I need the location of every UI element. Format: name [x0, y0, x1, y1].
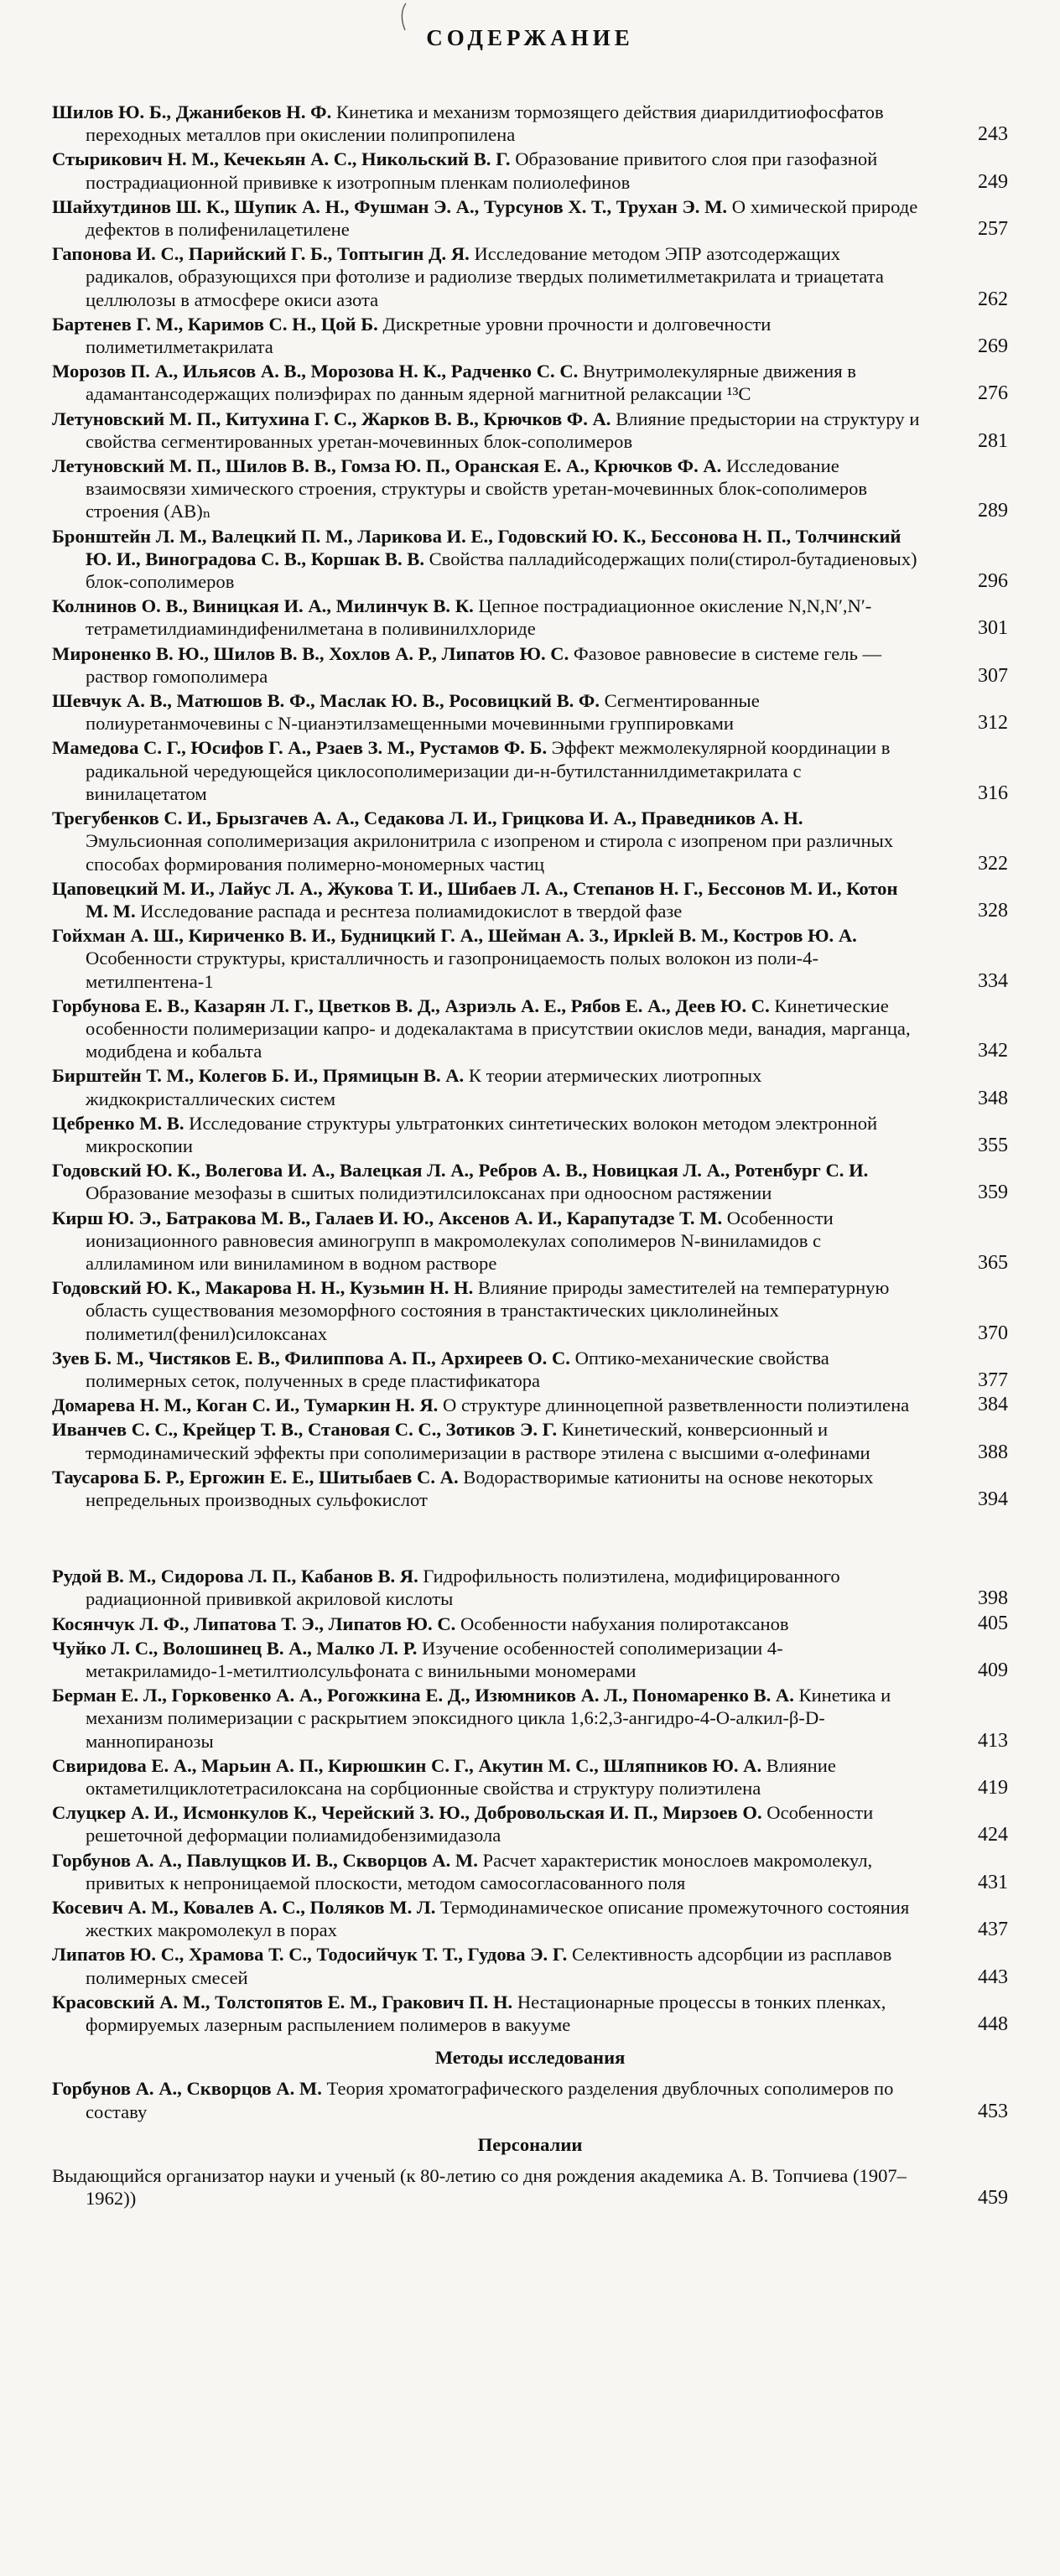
toc-entry-page-number: 453: [978, 2100, 1008, 2122]
toc-entry-title: Нестационарные процессы в тонких пленках, формируемых лазерным распылением полимеров в вакууме: [86, 1991, 886, 2036]
toc-entry-title: Образование привитого слоя при газофазной пострадиационной прививке к изотропным пленкам полиолефинов: [86, 148, 878, 193]
toc-entry-authors: Иванчев С. С., Крейцер Т. В., Становая С. С., Зотиков Э. Г.: [52, 1419, 558, 1441]
toc-entry-page-number: 443: [978, 1966, 1008, 1988]
toc-entry-page-number: 328: [978, 899, 1008, 922]
toc-entry-page-number: 307: [978, 664, 1008, 687]
toc-entry-title: Цепное пострадиационное окисление N,N,N′,N′-тетраметилдиаминдифенилметана в поливинилхлориде: [86, 595, 872, 640]
methods-entries: [52, 2077, 1008, 2122]
toc-entry: [52, 595, 1008, 640]
toc-entry-title: Эффект межмолекулярной координации в радикальной чередующейся циклосополимеризации ди-н-бутилстаннилдиметакрилата с винилацетатом: [86, 737, 891, 804]
toc-entry-authors: Бартенев Г. М., Каримов С. Н., Цой Б.: [52, 313, 378, 335]
toc-entry-authors: Свиридова Е. А., Марьин А. П., Кирюшкин С. Г., Акутин М. С., Шляпников Ю. А.: [52, 1754, 762, 1776]
toc-entry-text: [52, 195, 1008, 241]
toc-entry-title: Расчет характеристик монослоев макромолекул, привитых к непроницаемой плоскости, методом самосогласованного поля: [86, 1849, 873, 1893]
toc-entry-text: [52, 408, 1008, 453]
toc-entry-title: Водорастворимые катиониты на основе некоторых непредельных производных сульфокислот: [86, 1466, 874, 1510]
toc-entry-authors: Слуцкер А. И., Исмонкулов К., Черейский З. Ю., Добровольская И. П., Мирзоев О.: [52, 1802, 762, 1824]
toc-entry-title: Селективность адсорбции из расплавов полимерных смесей: [86, 1944, 892, 1988]
toc-entry-authors: Мамедова С. Г., Юсифов Г. А., Рзаев З. М., Рустамов Ф. Б.: [52, 737, 548, 759]
toc-entry-text: [52, 2077, 1008, 2122]
toc-entry: [52, 408, 1008, 453]
toc-entry: [52, 242, 1008, 311]
toc-entry-text: [52, 1418, 1008, 1463]
toc-entry: [52, 1943, 1008, 1988]
toc-entry-text: [52, 1466, 1008, 1511]
toc-entry-authors: Цаповецкий М. И., Лайус Л. А., Жукова Т. И., Шибаев Л. А., Степанов Н. Г., Бессонов М. И., Котон М. М.: [52, 877, 898, 922]
toc-entry-page-number: 405: [978, 1612, 1008, 1634]
toc-entry-text: [52, 642, 1008, 688]
toc-entry-authors: Морозов П. А., Ильясов А. В., Морозова Н. К., Радченко С. С.: [52, 361, 579, 382]
toc-entry-authors: Горбунов А. А., Скворцов А. М.: [52, 2078, 322, 2100]
toc-entry-title: Кинетика и механизм тормозящего действия диарилдитиофосфатов переходных металлов при окислении полипропилена: [86, 101, 884, 146]
toc-entry: [52, 2077, 1008, 2122]
toc-entry-title: Особенности структуры, кристалличность и газопроницаемость полых волокон из поли-4-метилпентена-1: [86, 948, 818, 992]
toc-entry-title: Исследование распада и реснтеза полиамидокислот в твердой фазе: [135, 900, 683, 922]
toc-entry-text: [52, 1637, 1008, 1682]
toc-entry-text: [52, 995, 1008, 1063]
toc-entry-title: Исследование взаимосвязи химического строения, структуры и свойств уретан-мочевинных блок-сополимеров строения (AB)ₙ: [86, 455, 868, 522]
main-entries-continued: [52, 1565, 1008, 2036]
toc-entry-title: Дискретные уровни прочности и долговечности полиметилметакрилата: [86, 313, 772, 358]
toc-entry-text: [52, 1991, 1008, 2036]
toc-entry-page-number: 257: [978, 218, 1008, 241]
toc-entry-text: [52, 736, 1008, 805]
toc-entry-text: [52, 101, 1008, 146]
toc-entry-page-number: 365: [978, 1251, 1008, 1274]
toc-entry-authors: Рудой В. М., Сидорова Л. П., Кабанов В. Я.: [52, 1566, 418, 1587]
toc-entry-page-number: 276: [978, 382, 1008, 405]
toc-entry-text: [52, 242, 1008, 311]
section-gap: [52, 1513, 1008, 1565]
toc-entry: [52, 360, 1008, 405]
toc-entry-authors: Бирштейн Т. М., Колегов Б. И., Прямицын В. А.: [52, 1065, 465, 1087]
toc-entry-page-number: 394: [978, 1488, 1008, 1510]
toc-entry-title: Свойства палладийсодержащих поли(стирол-бутадиеновых) блок-сополимеров: [86, 548, 917, 593]
toc-entry-text: [52, 1801, 1008, 1846]
toc-entry-authors: Летуновский М. П., Китухина Г. С., Жарков В. В., Крючков Ф. А.: [52, 408, 611, 429]
toc-entry: [52, 1276, 1008, 1345]
toc-entry-page-number: 413: [978, 1729, 1008, 1752]
toc-entry-text: [52, 360, 1008, 405]
toc-entry-authors: Летуновский М. П., Шилов В. В., Гомза Ю. П., Оранская Е. А., Крючков Ф. А.: [52, 455, 722, 477]
toc-entry-page-number: 348: [978, 1087, 1008, 1109]
toc-entry: [52, 454, 1008, 523]
toc-entry: [52, 1684, 1008, 1753]
toc-entry-text: [52, 924, 1008, 993]
toc-entry-title: Влияние природы заместителей на температурную область существования мезоморфного состояния в транстактических циклолинейных полиметил(фенил)силоксанах: [86, 1277, 890, 1344]
toc-entry-title: Термодинамическое описание промежуточного состояния жестких макромолекул в порах: [86, 1897, 910, 1941]
personalia-entries: [52, 2164, 1008, 2210]
toc-entry: [52, 1159, 1008, 1204]
toc-entry-page-number: 370: [978, 1322, 1008, 1344]
toc-entry-text: [52, 1207, 1008, 1275]
toc-entry-page-number: 262: [978, 288, 1008, 310]
toc-entry-page-number: 419: [978, 1777, 1008, 1800]
toc-entry-title: Изучение особенностей сополимеризации 4-метакриламидо-1-метилтиолсульфоната с винильными мономерами: [86, 1637, 783, 1681]
table-of-contents: [52, 101, 1008, 2211]
toc-entry: [52, 1613, 1008, 1635]
toc-entry-authors: Шевчук А. В., Матюшов В. Ф., Маслак Ю. В., Росовицкий В. Ф.: [52, 690, 600, 712]
toc-entry-authors: Чуйко Л. С., Волошинец В. А., Малко Л. Р.: [52, 1637, 418, 1659]
toc-entry-title: Внутримолекулярные движения в адамантансодержащих полиэфирах по данным ядерной магнитной релаксации ¹³C: [86, 361, 856, 405]
toc-entry: [52, 1418, 1008, 1463]
toc-entry-text: [52, 1684, 1008, 1753]
toc-entry-text: [52, 1347, 1008, 1392]
toc-entry: [52, 924, 1008, 993]
toc-entry: [52, 1801, 1008, 1846]
toc-entry: [52, 1637, 1008, 1682]
toc-entry-page-number: 322: [978, 852, 1008, 875]
toc-entry: [52, 736, 1008, 805]
toc-entry-authors: Гапонова И. С., Парийский Г. Б., Топтыгин Д. Я.: [52, 243, 470, 265]
toc-entry-page-number: 448: [978, 2013, 1008, 2036]
toc-entry-text: [52, 1754, 1008, 1800]
toc-entry-authors: Косевич А. М., Ковалев А. С., Поляков М. Л.: [52, 1897, 436, 1919]
toc-entry-text: [52, 595, 1008, 640]
toc-entry-page-number: 296: [978, 570, 1008, 593]
toc-entry-authors: Цебренко М. В.: [52, 1112, 184, 1134]
toc-entry-authors: Берман Е. Л., Горковенко А. А., Рогожкина Е. Д., Изюмников А. Л., Пономаренко В. А.: [52, 1685, 794, 1706]
toc-entry-text: [52, 1064, 1008, 1109]
toc-entry: [52, 525, 1008, 594]
toc-entry-authors: Трегубенков С. И., Брызгачев А. А., Седакова Л. И., Грицкова И. А., Праведников А. Н.: [52, 808, 803, 829]
toc-entry-authors: Годовский Ю. К., Макарова Н. Н., Кузьмин Н. Н.: [52, 1277, 474, 1299]
toc-entry: [52, 877, 1008, 922]
toc-entry-text: [52, 1896, 1008, 1941]
toc-entry: [52, 1112, 1008, 1157]
toc-entry-title: Исследование методом ЭПР азотсодержащих радикалов, образующихся при фотолизе и радиолизе твердых полиметилметакрилата и триацетата целлюлозы в атмосфере окиси азота: [86, 243, 884, 310]
toc-entry: [52, 1064, 1008, 1109]
toc-entry-authors: Зуев Б. М., Чистяков Е. В., Филиппова А. П., Архиреев О. С.: [52, 1347, 570, 1368]
toc-entry-text: [52, 148, 1008, 193]
toc-entry-title: О структуре длинноцепной разветвленности полиэтилена: [438, 1394, 910, 1416]
toc-entry-text: [52, 2164, 1008, 2210]
toc-entry-page-number: 312: [978, 712, 1008, 735]
toc-entry-title: Кинетика и механизм полимеризации с раскрытием эпоксидного цикла 1,6:2,3-ангидро-4-О-алкил-β-D-маннопиранозы: [86, 1685, 891, 1752]
page-title: СОДЕРЖАНИЕ: [426, 25, 634, 50]
toc-entry: [52, 313, 1008, 358]
toc-entry-authors: Бронштейн Л. М., Валецкий П. М., Ларикова И. Е., Годовский Ю. К., Бессонова Н. П., Толчинский Ю. И., Виноградова С. В., Коршак В. В.: [52, 525, 902, 569]
toc-entry-text: [52, 807, 1008, 875]
toc-entry-title: Кинетические особенности полимеризации капро- и додекалактама в присутствии окислов меди, ванадия, марганца, модибдена и кобальта: [86, 995, 911, 1062]
toc-entry-title: Особенности ионизационного равновесия аминогрупп в макромолекулах сополимеров N-виниламидов с аллиламином или виниламином в водном растворе: [86, 1207, 834, 1274]
toc-entry: [52, 1896, 1008, 1941]
toc-entry-authors: Стырикович Н. М., Кечекьян А. С., Никольский В. Г.: [52, 148, 511, 170]
toc-entry-page-number: 289: [978, 500, 1008, 522]
toc-entry-text: [52, 1943, 1008, 1988]
toc-entry-title: Оптико-механические свойства полимерных сеток, полученных в среде пластификатора: [86, 1347, 829, 1391]
toc-entry: [52, 1991, 1008, 2036]
toc-entry: [52, 195, 1008, 241]
toc-entry-title: Кинетический, конверсионный и термодинамический эффекты при сополимеризации в растворе этилена с высшими α-олефинами: [86, 1419, 870, 1463]
toc-entry-page-number: 342: [978, 1040, 1008, 1062]
toc-entry-page-number: 377: [978, 1368, 1008, 1391]
toc-entry-authors: Гойхман А. Ш., Кириченко В. И., Будницкий Г. А., Шейман А. З., Иркleй В. М., Костров Ю. А.: [52, 925, 857, 947]
toc-entry-page-number: 334: [978, 969, 1008, 992]
toc-entry-text: [52, 1394, 1008, 1416]
toc-entry-title: Эмульсионная сополимеризация акрилонитрила с изопреном и стирола с изопреном при различных способах формирования полимерно-мономерных частиц: [86, 830, 894, 875]
toc-entry-authors: Горбунова Е. В., Казарян Л. Г., Цветков В. Д., Азриэль А. Е., Рябов Е. А., Деев Ю. С.: [52, 995, 770, 1016]
toc-entry-title: Влияние октаметилциклотетрасилоксана на сорбционные свойства и структуру полиэтилена: [86, 1754, 836, 1800]
toc-entry-text: [52, 1849, 1008, 1894]
toc-entry-page-number: 355: [978, 1134, 1008, 1156]
toc-entry-title: Исследование структуры ультратонких синтетических волокон методом электронной микроскопии: [86, 1112, 878, 1156]
section-heading-methods: Методы исследования: [434, 2047, 626, 2069]
toc-entry-page-number: 316: [978, 782, 1008, 804]
toc-entry-text: [52, 689, 1008, 735]
toc-entry-authors: Шайхутдинов Ш. К., Шупик А. Н., Фушман Э. А., Турсунов Х. Т., Трухан Э. М.: [52, 195, 728, 217]
toc-entry-page-number: 384: [978, 1394, 1008, 1416]
toc-entry-authors: Липатов Ю. С., Храмова Т. С., Тодосийчук Т. Т., Гудова Э. Г.: [52, 1944, 568, 1966]
toc-entry: [52, 101, 1008, 146]
toc-entry-title: Сегментированные полиуретанмочевины с N-цианэтилзамещенными мочевинными группировками: [86, 690, 760, 735]
toc-entry-title: Особенности набухания полиротаксанов: [455, 1613, 789, 1634]
toc-entry: [52, 2164, 1008, 2210]
toc-entry: [52, 1207, 1008, 1275]
toc-entry-authors: Домарева Н. М., Коган С. И., Тумаркин Н. Я.: [52, 1394, 439, 1416]
toc-entry-title: К теории атермических лиотропных жидкокристаллических систем: [86, 1065, 762, 1109]
toc-entry: [52, 642, 1008, 688]
toc-entry-authors: Кирш Ю. Э., Батракова М. В., Галаев И. Ю., Аксенов А. И., Карапутадзе Т. М.: [52, 1207, 723, 1228]
section-heading-personalia: Персоналии: [477, 2133, 583, 2155]
toc-entry-authors: Мироненко В. Ю., Шилов В. В., Хохлов А. Р., Липатов Ю. С.: [52, 642, 569, 664]
toc-entry-page-number: 281: [978, 429, 1008, 452]
toc-entry-page-number: 431: [978, 1871, 1008, 1893]
toc-entry: [52, 689, 1008, 735]
toc-entry-text: [52, 454, 1008, 523]
toc-entry: [52, 1394, 1008, 1416]
toc-entry-page-number: 249: [978, 170, 1008, 193]
toc-entry-text: [52, 1112, 1008, 1157]
toc-entry-title: Образование мезофазы в сшитых полидиэтилсилоксанах при одноосном растяжении: [86, 1182, 772, 1204]
toc-entry-page-number: 409: [978, 1659, 1008, 1681]
toc-entry-title: Теория хроматографического разделения двублочных сополимеров по составу: [86, 2078, 894, 2122]
toc-entry-page-number: 388: [978, 1441, 1008, 1463]
toc-entry-authors: Красовский А. М., Толстопятов Е. М., Гракович П. Н.: [52, 1991, 513, 2012]
toc-entry-authors: Шилов Ю. Б., Джанибеков Н. Ф.: [52, 101, 332, 122]
toc-entry-authors: Горбунов А. А., Павлущков И. В., Скворцов А. М.: [52, 1849, 478, 1871]
toc-entry-page-number: 269: [978, 335, 1008, 358]
toc-entry-text: [52, 313, 1008, 358]
toc-entry-text: [52, 1276, 1008, 1345]
toc-entry-page-number: 301: [978, 617, 1008, 640]
toc-entry: [52, 807, 1008, 875]
main-entries: [52, 101, 1008, 1511]
toc-entry-text: [52, 1565, 1008, 1610]
toc-entry-page-number: 398: [978, 1587, 1008, 1610]
toc-entry-text: [52, 525, 1008, 594]
toc-entry-title: Особенности решеточной деформации полиамидобензимидазола: [86, 1802, 874, 1846]
toc-entry-page-number: 424: [978, 1824, 1008, 1846]
toc-entry-title: Выдающийся организатор науки и ученый (к 80-летию со дня рождения академика А. В. Топчиева (1907–1962)): [52, 2165, 907, 2210]
toc-entry-text: [52, 877, 1008, 922]
toc-entry: [52, 995, 1008, 1063]
toc-entry-title: О химической природе дефектов в полифенилацетилене: [86, 195, 918, 241]
toc-entry-authors: Годовский Ю. К., Волегова И. А., Валецкая Л. А., Ребров А. В., Новицкая Л. А., Ротенбург С. И.: [52, 1160, 869, 1182]
toc-entry-text: [52, 1613, 1008, 1635]
toc-entry-page-number: 459: [978, 2187, 1008, 2210]
toc-entry-text: [52, 1159, 1008, 1204]
toc-entry-page-number: 243: [978, 123, 1008, 146]
toc-entry: [52, 148, 1008, 193]
toc-entry-authors: Колнинов О. В., Виницкая И. А., Милинчук В. К.: [52, 595, 474, 617]
toc-entry-authors: Косянчук Л. Ф., Липатова Т. Э., Липатов Ю. С.: [52, 1613, 456, 1634]
toc-entry: [52, 1347, 1008, 1392]
toc-entry-title: Влияние предыстории на структуру и свойства сегментированных уретан-мочевинных блок-сополимеров: [86, 408, 920, 452]
toc-entry-title: Гидрофильность полиэтилена, модифицированного радиационной прививкой акриловой кислоты: [86, 1566, 840, 1610]
toc-entry: [52, 1466, 1008, 1511]
toc-entry: [52, 1754, 1008, 1800]
toc-entry: [52, 1849, 1008, 1894]
toc-entry: [52, 1565, 1008, 1610]
toc-entry-authors: Таусарова Б. Р., Ергожин Е. Е., Шитыбаев С. А.: [52, 1466, 459, 1488]
toc-entry-page-number: 359: [978, 1182, 1008, 1204]
toc-entry-page-number: 437: [978, 1919, 1008, 1941]
toc-entry-title: Фазовое равновесие в системе гель — раствор гомополимера: [86, 642, 882, 687]
